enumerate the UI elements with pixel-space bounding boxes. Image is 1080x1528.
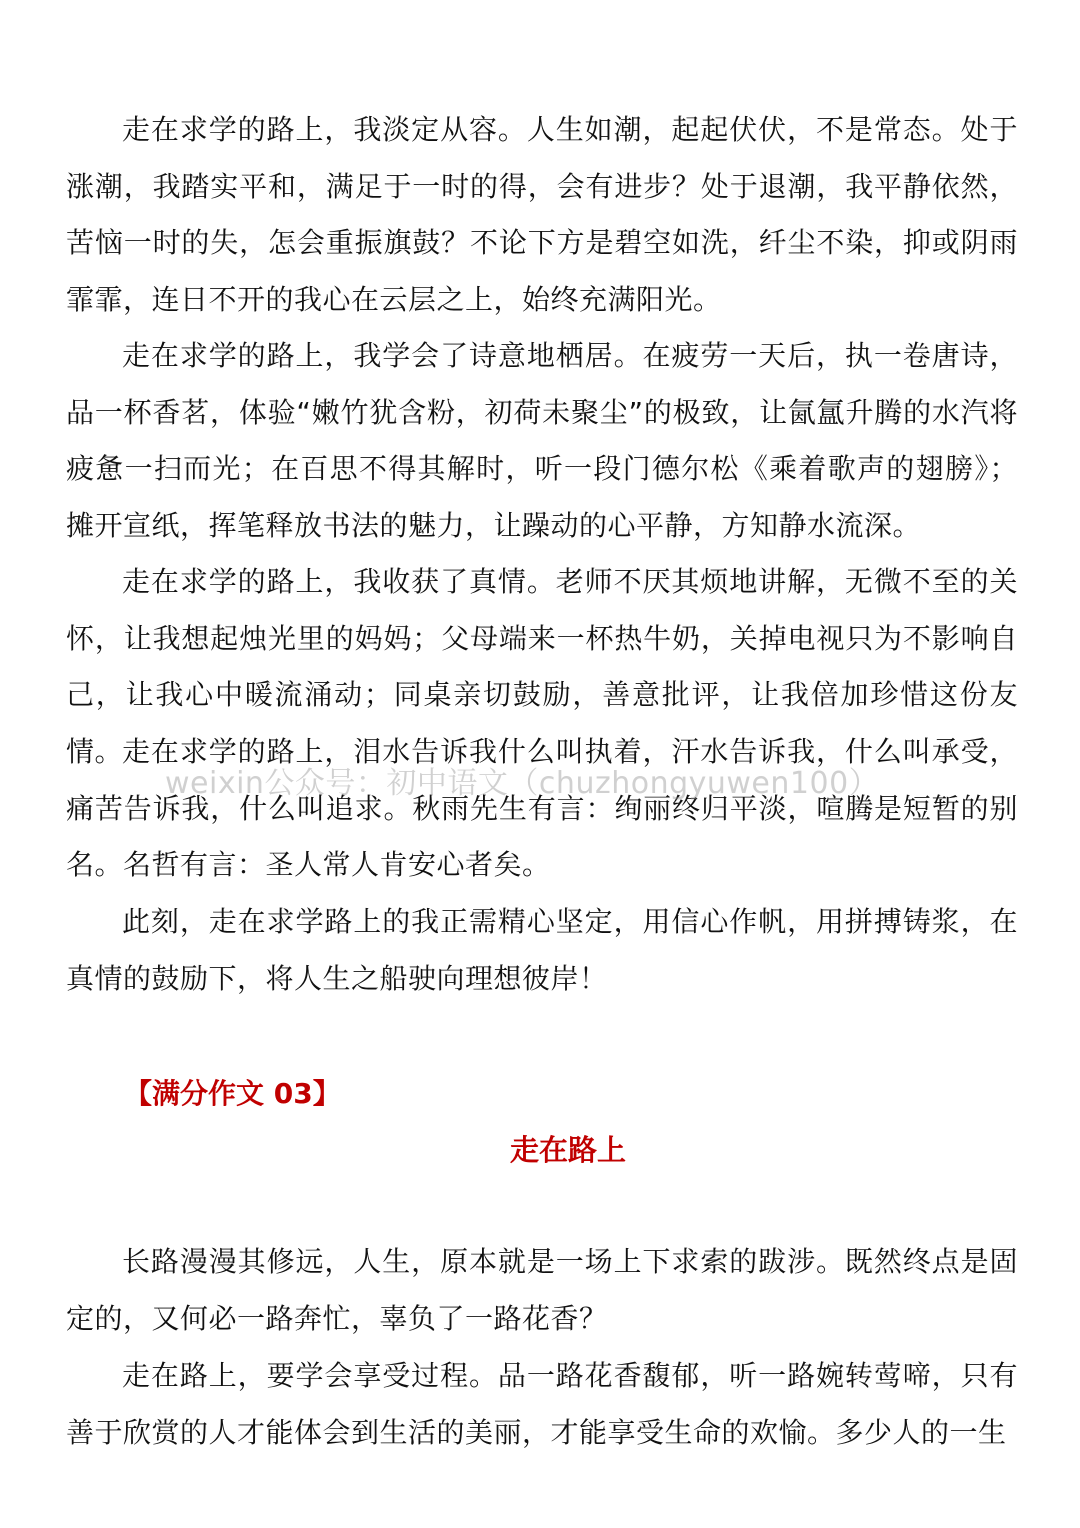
paragraph-composure: 走在求学的路上，我淡定从容。人生如潮，起起伏伏，不是常态。处于涨潮，我踏实平和，满足于一时的得，会有进步？处于退潮，我平静依然，苦恼一时的失，怎会重振旗鼓？不论下方是碧空如洗，纤尘不染，抑或阴雨霏霏，连日不开的我心在云层之上，始终充满阳光。 bbox=[66, 113, 1018, 316]
paragraph-true-feelings: 走在求学的路上，我收获了真情。老师不厌其烦地讲解，无微不至的关怀，让我想起烛光里的妈妈；父母端来一杯热牛奶，关掉电视只为不影响自己，让我心中暖流涌动；同桌亲切鼓励，善意批评，让我倍加珍惜这份友情。 bbox=[66, 565, 1018, 768]
paragraph-conclusion: 此刻，走在求学路上的我正需精心坚定，用信心作帆，用拼搏铸浆，在真情的鼓励下，将人生之船驶向理想彼岸！ bbox=[66, 905, 1018, 995]
paragraph-tears-sweat: 走在求学的路上，泪水告诉我什么叫执着，汗水告诉我，什么叫承受，痛苦告诉我，什么叫追求。秋雨先生有言：绚丽终归平淡，喧腾是短暂的别名。名哲有言：圣人常人肯安心者矣。 bbox=[66, 735, 1018, 881]
paragraph-poetic-dwelling: 走在求学的路上，我学会了诗意地栖居。在疲劳一天后，执一卷唐诗，品一杯香茗，体验“嫩竹犹含粉，初荷未聚尘”的极致，让氤氲升腾的水汽将疲惫一扫而光；在百思不得其解时，听一段门德尔松《乘着歌声的翅膀》；摊开宣纸，挥笔释放书法的魅力，让躁动的心平静，方知静水流深。 bbox=[66, 339, 1018, 542]
section-label: 【满分作文 03】 bbox=[124, 1077, 341, 1110]
watermark-text: weixin公众号：初中语文（chuzhongyuwen100） bbox=[165, 766, 880, 801]
paragraph-enjoy-process: 走在路上，要学会享受过程。品一路花香馥郁，听一路婉转莺啼，只有善于欣赏的人才能体会到生活的美丽，才能享受生命的欢愉。多少人的一生 bbox=[66, 1359, 1018, 1449]
essay-title: 走在路上 bbox=[510, 1133, 627, 1167]
paragraph-long-road: 长路漫漫其修远，人生，原本就是一场上下求索的跋涉。既然终点是固定的，又何必一路奔忙，辜负了一路花香？ bbox=[66, 1245, 1018, 1335]
